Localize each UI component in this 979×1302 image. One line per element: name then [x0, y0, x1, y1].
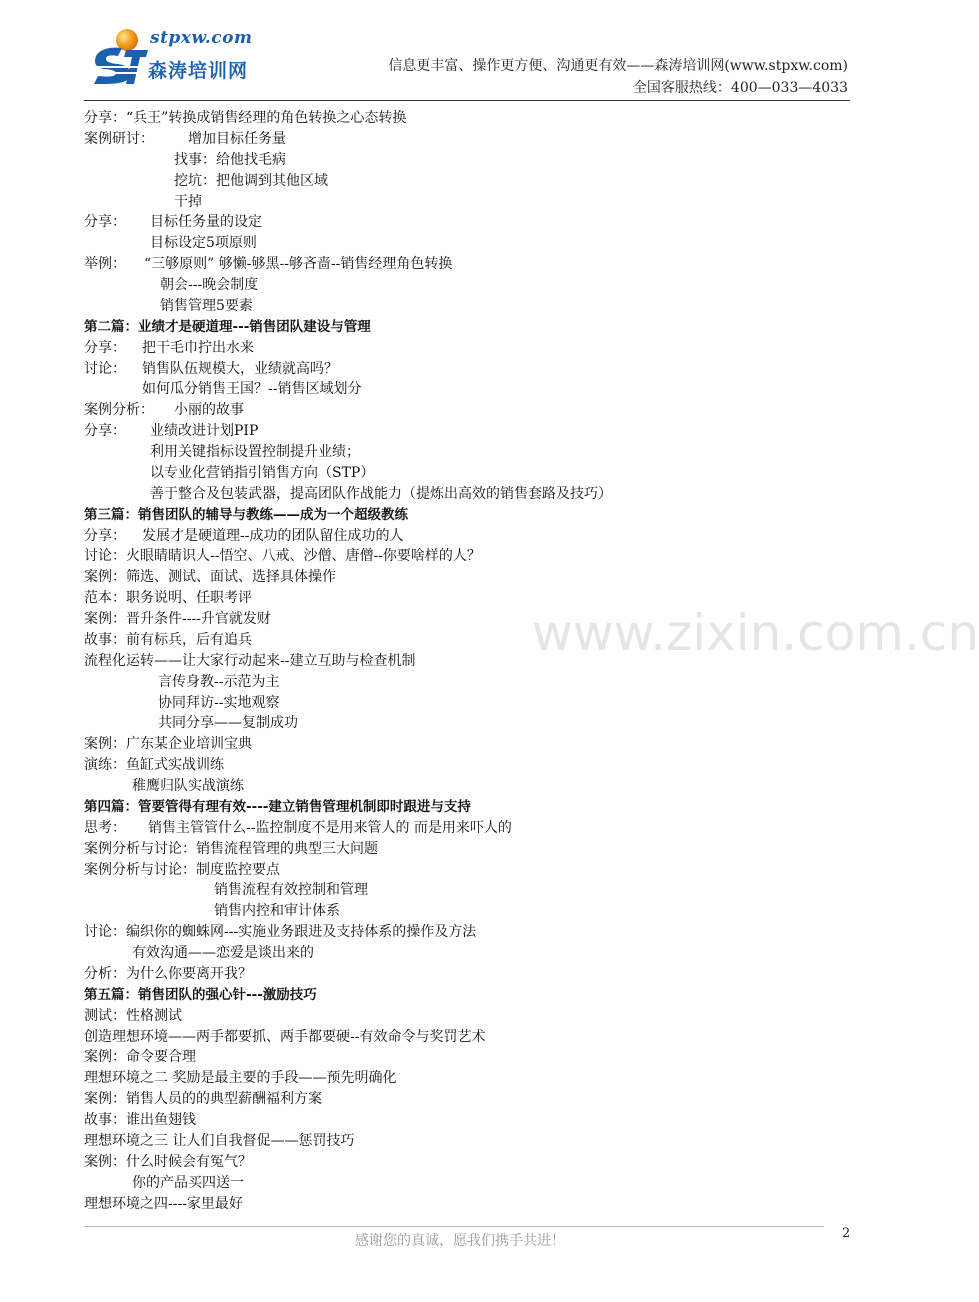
doc-line: 分享： 把干毛巾拧出水来 [84, 339, 254, 356]
doc-line: 利用关键指标设置控制提升业绩； [150, 444, 360, 460]
doc-line: 言传身教--示范为主 [158, 673, 280, 690]
doc-line: 分享： 发展才是硬道理--成功的团队留住成功的人 [84, 527, 404, 544]
footer-text: 感谢您的真诚，愿我们携手共进！ [355, 1233, 565, 1249]
doc-line: 讨论：火眼睛睛识人--悟空、八戒、沙僧、唐僧--你要啥样的人？ [84, 548, 481, 565]
doc-line: 案例：销售人员的的典型薪酬福利方案 [84, 1091, 322, 1108]
doc-line: 分享： 业绩改进计划PIP [84, 423, 259, 440]
doc-line: 分享：“兵王”转换成销售经理的角色转换之心态转换 [84, 110, 407, 126]
doc-line: 干掉 [174, 193, 202, 210]
doc-line: 善于整合及包装武器，提高团队作战能力（提炼出高效的销售套路及技巧） [150, 485, 612, 502]
doc-line: 协同拜访--实地观察 [158, 694, 280, 711]
doc-line: 销售管理5要素 [160, 297, 253, 314]
footer-divider [84, 1226, 824, 1227]
doc-line: 案例研讨： 增加目标任务量 [84, 130, 286, 147]
doc-line: 举例： “三够原则” 够懒-够黑--够吝啬--销售经理角色转换 [84, 256, 453, 273]
section-heading: 第二篇：业绩才是硬道理---销售团队建设与管理 [84, 318, 371, 335]
doc-line: 目标设定5项原则 [150, 235, 257, 252]
doc-line: 理想环境之四----家里最好 [84, 1195, 243, 1212]
page-number: 2 [842, 1226, 851, 1241]
section-heading: 第四篇：管要管得有理有效----建立销售管理机制即时跟进与支持 [84, 798, 471, 815]
doc-line: 讨论： 销售队伍规模大，业绩就高吗？ [84, 360, 338, 377]
doc-line: 稚鹰归队实战演练 [132, 778, 244, 794]
doc-line: 如何瓜分销售王国？--销售区域划分 [142, 381, 362, 398]
page-header [0, 0, 920, 104]
doc-line: 思考： 销售主管管什么--监控制度不是用来管人的 而是用来吓人的 [84, 819, 512, 836]
doc-line: 案例分析： 小丽的故事 [84, 402, 244, 419]
section-heading: 第五篇：销售团队的强心针---激励技巧 [84, 986, 317, 1003]
header-tagline: 信息更丰富、操作更方便、沟通更有效——森涛培训网(www.stpxw.com) [388, 58, 848, 74]
logo-name: 森涛培训网 [148, 60, 249, 82]
doc-line: 创造理想环境——两手都要抓、两手都要硬--有效命令与奖罚艺术 [84, 1028, 486, 1045]
doc-line: 案例：广东某企业培训宝典 [84, 736, 252, 753]
section-heading: 第三篇：销售团队的辅导与教练——成为一个超级教练 [84, 506, 408, 523]
doc-line: 以专业化营销指引销售方向（STP） [150, 464, 375, 481]
header-hotline: 全国客服热线：400—033—4033 [632, 80, 848, 96]
doc-line: 案例：什么时候会有冤气？ [84, 1153, 252, 1170]
doc-line: 案例：筛选、测试、面试、选择具体操作 [84, 569, 336, 586]
doc-line: 分析：为什么你要离开我？ [84, 965, 252, 982]
doc-line: 案例：命令要合理 [84, 1049, 196, 1066]
doc-line: 演练：鱼缸式实战训练 [84, 757, 224, 774]
header-divider [84, 100, 850, 101]
doc-line: 有效沟通——恋爱是谈出来的 [132, 945, 314, 961]
doc-line: 案例分析与讨论：销售流程管理的典型三大问题 [84, 840, 378, 857]
doc-line: 案例：晋升条件----升官就发财 [84, 611, 271, 627]
doc-line: 挖坑：把他调到其他区域 [174, 172, 328, 189]
doc-line: 范本：职务说明、任职考评 [84, 590, 252, 607]
doc-line: 你的产品买四送一 [132, 1174, 244, 1191]
doc-line: 找事：给他找毛病 [174, 151, 286, 168]
doc-line: 流程化运转——让大家行动起来--建立互助与检查机制 [84, 652, 416, 669]
doc-line: 共同分享——复制成功 [158, 715, 298, 732]
watermark: www.zixin.com.cn [532, 604, 979, 662]
doc-line: 讨论：编织你的蜘蛛网---实施业务跟进及支持体系的操作及方法 [84, 924, 477, 941]
doc-line: 分享： 目标任务量的设定 [84, 214, 262, 231]
doc-line: 理想环境之二 奖励是最主要的手段——预先明确化 [84, 1070, 397, 1087]
doc-line: 测试：性格测试 [84, 1007, 182, 1024]
doc-line: 销售内控和审计体系 [214, 903, 340, 920]
doc-line: 理想环境之三 让人们自我督促——惩罚技巧 [84, 1132, 355, 1149]
doc-line: 销售流程有效控制和管理 [214, 882, 368, 899]
logo-url: stpxw.com [150, 28, 253, 48]
doc-line: 案例分析与讨论：制度监控要点 [84, 861, 280, 878]
doc-line: 故事：前有标兵，后有追兵 [84, 631, 252, 648]
doc-line: 故事：谁出鱼翅钱 [84, 1112, 196, 1128]
doc-line: 朝会---晚会制度 [160, 277, 259, 293]
